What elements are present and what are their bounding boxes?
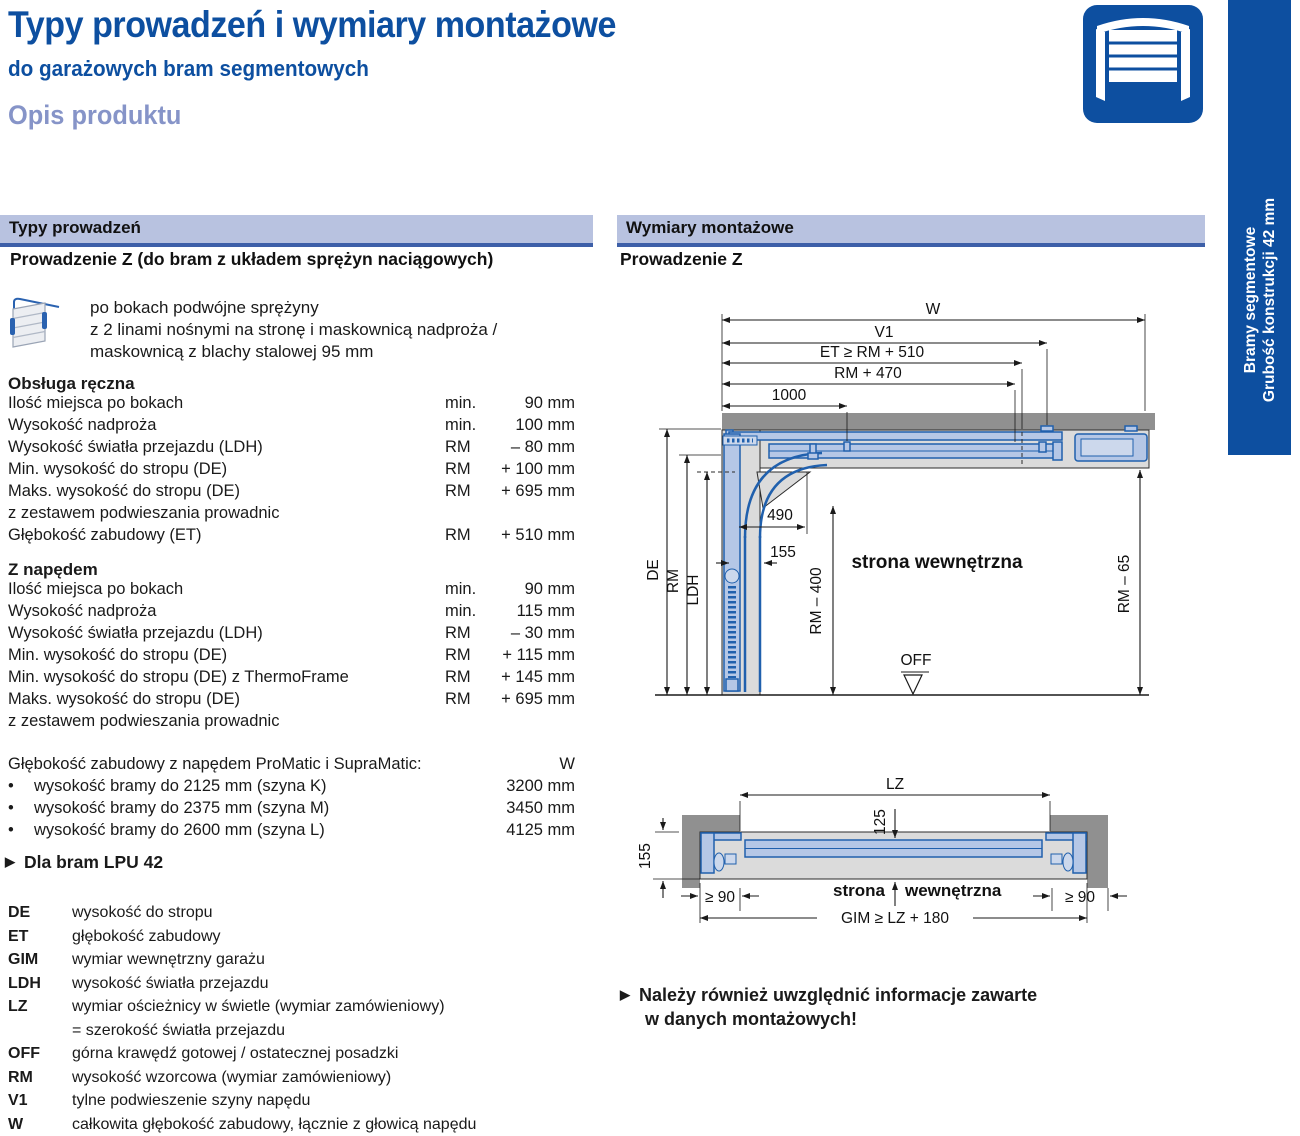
dim-label-ldh: LDH: [685, 574, 702, 605]
row-value: 115 mm: [500, 600, 575, 622]
row-ref: min.: [445, 392, 500, 414]
table-row: [8, 458, 575, 480]
powered-spec-table: [8, 578, 575, 732]
row-ref: min.: [445, 414, 500, 436]
left-roller: [714, 853, 724, 871]
off-label: OFF: [901, 652, 932, 669]
lintel-wall: [722, 413, 1155, 430]
legend-row: [8, 901, 583, 925]
table-row: [8, 414, 575, 436]
left-frame-side: [701, 833, 714, 873]
legend-row: [8, 995, 583, 1019]
section-header-track-types: [0, 215, 593, 247]
row-value: 100 mm: [500, 414, 575, 436]
row-label: Wysokość nadproża: [8, 414, 445, 436]
bullet-icon: •: [8, 775, 34, 797]
legend-def: = szerokość światła przejazdu: [72, 1019, 285, 1043]
legend-row: [8, 948, 583, 972]
table-row: [8, 600, 575, 622]
manual-spec-table: [8, 392, 575, 546]
note-text-2: w danych montażowych!: [645, 1009, 857, 1029]
dim-label-ge90-left: ≥ 90: [705, 889, 735, 906]
door-schematic-icon: [5, 296, 61, 354]
legend-term: LDH: [8, 972, 72, 996]
section-header-mounting-dims: [617, 215, 1205, 247]
abbreviation-legend: [8, 901, 583, 1136]
table-row: [8, 710, 575, 732]
row-value: [500, 502, 575, 524]
item-label: wysokość bramy do 2600 mm (szyna L): [34, 819, 490, 841]
row-label: Min. wysokość do stropu (DE) z ThermoFrame: [8, 666, 445, 688]
operator-depth-section: [8, 753, 575, 841]
legend-term: GIM: [8, 948, 72, 972]
dim-label-1000: 1000: [772, 387, 807, 404]
suspension-strap: [1039, 442, 1046, 452]
row-label: Maks. wysokość do stropu (DE): [8, 688, 445, 710]
table-row: [8, 524, 575, 546]
suspension-hook: [808, 453, 818, 459]
dim-label-155: 155: [637, 843, 654, 869]
page-title: Typy prowadzeń i wymiary montażowe: [8, 4, 616, 46]
row-value: [500, 710, 575, 732]
legend-row: [8, 1089, 583, 1113]
dim-label-w: W: [926, 301, 941, 318]
right-subheader: Prowadzenie Z: [620, 249, 743, 270]
dim-label-de: DE: [645, 559, 662, 581]
item-label: wysokość bramy do 2125 mm (szyna K): [34, 775, 490, 797]
row-value: + 510 mm: [500, 524, 575, 546]
row-value: – 80 mm: [500, 436, 575, 458]
row-ref: RM: [445, 480, 500, 502]
triangle-bullet-icon: ▶: [620, 987, 630, 1002]
row-label: Głębokość zabudowy (ET): [8, 524, 445, 546]
depth-heading-row: [8, 753, 575, 775]
operator-head-inner: [1081, 439, 1133, 456]
note-line-1: [620, 984, 1180, 1008]
note-text-1: Należy również uwzględnić informacje zawarte: [639, 985, 1037, 1005]
section-header-track-types-label: Typy prowadzeń: [9, 218, 141, 237]
cable-drum: [725, 569, 739, 583]
list-item: [8, 775, 575, 797]
sidebar-tab-text: [1241, 198, 1279, 402]
legend-def: wymiar wewnętrzny garażu: [72, 948, 265, 972]
legend-row: [8, 1113, 583, 1136]
row-label: Min. wysokość do stropu (DE): [8, 458, 445, 480]
row-label: Ilość miejsca po bokach: [8, 578, 445, 600]
legend-term: V1: [8, 1089, 72, 1113]
legend-def: górna krawędź gotowej / ostatecznej posadzki: [72, 1042, 398, 1066]
suspension-strap: [844, 442, 850, 451]
legend-term: W: [8, 1113, 72, 1136]
ceiling-clamp: [1041, 426, 1053, 431]
legend-row: [8, 972, 583, 996]
track-end-bracket: [1053, 442, 1062, 460]
legend-term: LZ: [8, 995, 72, 1019]
row-ref: RM: [445, 436, 500, 458]
left-subheader: Prowadzenie Z (do bram z układem sprężyn naciągowych): [10, 249, 493, 270]
left-roller-bracket: [725, 854, 736, 864]
bottom-bracket: [726, 679, 738, 691]
row-value: 90 mm: [500, 392, 575, 414]
dim-label-rm65: RM – 65: [1116, 555, 1133, 614]
right-frame-side: [1073, 833, 1086, 873]
table-row: [8, 622, 575, 644]
row-ref: RM: [445, 644, 500, 666]
legend-row: [8, 1066, 583, 1090]
row-ref: [445, 710, 500, 732]
row-value: + 115 mm: [500, 644, 575, 666]
table-row: [8, 688, 575, 710]
row-ref: min.: [445, 578, 500, 600]
row-ref: RM: [445, 524, 500, 546]
legend-row: [8, 1019, 583, 1043]
table-row: [8, 480, 575, 502]
dim-label-et: ET ≥ RM + 510: [820, 344, 925, 361]
icon-right-spring: [42, 312, 47, 329]
item-label: wysokość bramy do 2375 mm (szyna M): [34, 797, 490, 819]
legend-row: [8, 1042, 583, 1066]
description-line: po bokach podwójne sprężyny: [90, 297, 580, 319]
table-row: [8, 392, 575, 414]
sidebar-tab: [1228, 0, 1291, 455]
sidebar-line2: Grubość konstrukcji 42 mm: [1260, 198, 1279, 402]
legend-term-empty: [8, 1019, 72, 1043]
description-line: z 2 linami nośnymi na stronę i maskownicą nadproża /: [90, 319, 580, 341]
icon-left-spring: [10, 318, 15, 335]
list-item: [8, 819, 575, 841]
depth-heading-value: W: [490, 753, 575, 775]
description-line: maskownicą z blachy stalowej 95 mm: [90, 341, 580, 363]
depth-heading: Głębokość zabudowy z napędem ProMatic i SupraMatic:: [8, 753, 490, 775]
lpu-note: [5, 852, 163, 873]
icon-left-post: [1096, 29, 1105, 101]
row-ref: [445, 502, 500, 524]
table-row: [8, 436, 575, 458]
inner-side-label: strona wewnętrzna: [851, 552, 1022, 573]
legend-def: wymiar ościeżnicy w świetle (wymiar zamówieniowy): [72, 995, 445, 1019]
dim-label-ge90-right: ≥ 90: [1065, 889, 1095, 906]
legend-def: wysokość światła przejazdu: [72, 972, 269, 996]
dim-label-gim: GIM ≥ LZ + 180: [841, 910, 949, 927]
legend-term: RM: [8, 1066, 72, 1090]
inner-side-label-1: strona: [833, 881, 886, 900]
dim-label-490: 490: [767, 507, 793, 524]
page-subtitle: do garażowych bram segmentowych: [8, 56, 369, 82]
ceiling-clamp: [1125, 426, 1137, 431]
dim-label-rm470: RM + 470: [834, 365, 902, 382]
item-value: 4125 mm: [490, 819, 575, 841]
legend-def: głębokość zabudowy: [72, 925, 221, 949]
section-header-mounting-dims-label: Wymiary montażowe: [626, 218, 794, 237]
legend-def: tylne podwieszenie szyny napędu: [72, 1089, 310, 1113]
dim-label-155: 155: [770, 544, 796, 561]
item-value: 3450 mm: [490, 797, 575, 819]
dim-label-rm: RM: [665, 569, 682, 593]
table-row: [8, 502, 575, 524]
note-line-2: [620, 1008, 1180, 1031]
right-roller: [1063, 853, 1073, 871]
row-value: – 30 mm: [500, 622, 575, 644]
legend-row: [8, 925, 583, 949]
inner-side-label-2: wewnętrzna: [904, 881, 1002, 900]
row-value: + 695 mm: [500, 688, 575, 710]
table-row: [8, 666, 575, 688]
row-ref: RM: [445, 622, 500, 644]
dim-label-125: 125: [872, 809, 889, 835]
list-item: [8, 797, 575, 819]
icon-right-post: [1181, 29, 1190, 101]
bullet-icon: •: [8, 819, 34, 841]
dim-label-v1: V1: [875, 324, 894, 341]
item-value: 3200 mm: [490, 775, 575, 797]
legend-term: ET: [8, 925, 72, 949]
lower-diagram-horizontal-section: [617, 765, 1207, 935]
mounting-data-note: [620, 984, 1180, 1031]
legend-term: OFF: [8, 1042, 72, 1066]
lpu-note-text: Dla bram LPU 42: [24, 852, 163, 872]
section-label: Opis produktu: [8, 100, 181, 131]
row-value: + 695 mm: [500, 480, 575, 502]
bullet-icon: •: [8, 797, 34, 819]
upper-diagram-vertical-section: [617, 298, 1207, 698]
row-label: z zestawem podwieszania prowadnic: [8, 710, 445, 732]
row-label: Ilość miejsca po bokach: [8, 392, 445, 414]
row-ref: min.: [445, 600, 500, 622]
sidebar-line1: Bramy segmentowe: [1241, 198, 1260, 402]
legend-def: wysokość do stropu: [72, 901, 213, 925]
legend-def: wysokość wzorcowa (wymiar zamówieniowy): [72, 1066, 391, 1090]
row-label: Wysokość nadproża: [8, 600, 445, 622]
row-ref: RM: [445, 688, 500, 710]
row-value: + 145 mm: [500, 666, 575, 688]
right-roller-bracket: [1051, 854, 1062, 864]
manual-section-title: Obsługa ręczna: [8, 374, 135, 394]
triangle-bullet-icon: ▶: [5, 854, 15, 869]
legend-term: DE: [8, 901, 72, 925]
row-label: z zestawem podwieszania prowadnic: [8, 502, 445, 524]
row-ref: RM: [445, 666, 500, 688]
row-label: Maks. wysokość do stropu (DE): [8, 480, 445, 502]
table-row: [8, 578, 575, 600]
row-label: Wysokość światła przejazdu (LDH): [8, 436, 445, 458]
sectional-door-icon: [1083, 5, 1203, 123]
operator-rail: [729, 432, 1062, 440]
legend-def: całkowita głębokość zabudowy, łącznie z głowicą napędu: [72, 1113, 476, 1136]
table-row: [8, 644, 575, 666]
dim-label-rm400: RM – 400: [808, 567, 825, 635]
row-value: + 100 mm: [500, 458, 575, 480]
row-label: Min. wysokość do stropu (DE): [8, 644, 445, 666]
row-label: Wysokość światła przejazdu (LDH): [8, 622, 445, 644]
row-ref: RM: [445, 458, 500, 480]
track-z-description: [90, 297, 580, 363]
row-value: 90 mm: [500, 578, 575, 600]
dim-label-lz: LZ: [886, 776, 904, 793]
off-level-symbol: [901, 672, 929, 694]
powered-section-title: Z napędem: [8, 560, 98, 580]
